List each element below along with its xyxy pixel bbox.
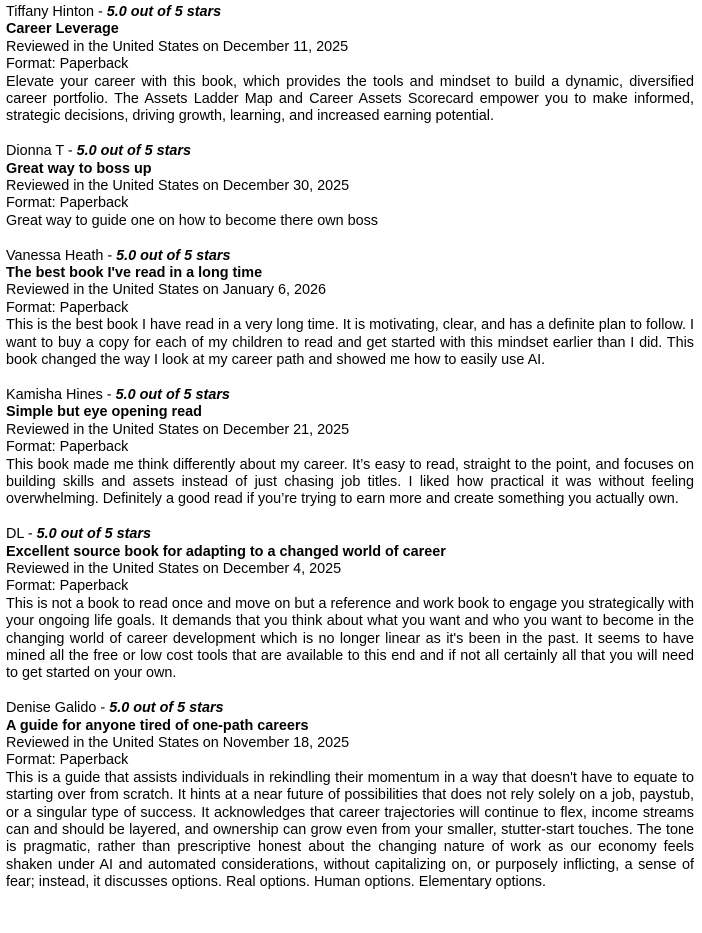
review-date: Reviewed in the United States on December 11, 2025: [6, 38, 349, 55]
review-title: The best book I've read in a long time: [6, 265, 263, 282]
review-header: Denise Galido - 5.0 out of 5 stars: [6, 700, 224, 717]
review-rating: 5.0 out of 5 stars: [106, 4, 222, 20]
review-header: DL - 5.0 out of 5 stars: [6, 526, 152, 543]
review-title: A guide for anyone tired of one-path careers: [6, 717, 309, 734]
review-rating: 5.0 out of 5 stars: [116, 247, 231, 264]
review-rating: 5.0 out of 5 stars: [115, 386, 230, 403]
review-title: Excellent source book for adapting to a changed world of career: [6, 543, 446, 560]
review-author: Tiffany Hinton: [6, 4, 94, 20]
review-item: [6, 526, 694, 683]
review-date: Reviewed in the United States on December 21, 2025: [6, 421, 350, 438]
review-item: [6, 248, 694, 370]
review-header: Tiffany Hinton - 5.0 out of 5 stars: [6, 4, 222, 20]
review-title: Great way to boss up: [6, 160, 152, 177]
review-format: Format: Paperback: [6, 752, 129, 769]
review-format: Format: Paperback: [6, 56, 129, 73]
review-item: [6, 387, 694, 509]
review-header: Kamisha Hines - 5.0 out of 5 stars: [6, 386, 230, 403]
review-date: Reviewed in the United States on November 18, 2025: [6, 734, 350, 751]
review-body: This is the best book I have read in a very long time. It is motivating, clear, and has a definite plan to follow. I want to buy a copy for each of my children to read and get started with this mindset earlier than I did. This book changed the way I look at my career path and showed me how to easily use AI.: [6, 317, 694, 369]
review-body: Great way to guide one on how to become there own boss: [6, 212, 378, 229]
review-rating: 5.0 out of 5 stars: [76, 143, 192, 160]
review-body: This is a guide that assists individuals in rekindling their momentum in a way that doesn't have to equate to starting over from scratch. It hints at a near future of possibilities that does not rely solely on a job, paystub, or a singular type of success. It acknowledges that career trajectories will continue to flex, income streams can and should be layered, and ownership can grow even from your smaller, stutter-start touches. The tone is pragmatic, rather than prescriptive honest about the changing nature of work as our economy feels shaken under AI and automated considerations, without capitalizing on, or purposely inflicting, a sense of fear; instead, it discusses options. Real options. Human options. Elementary options.: [6, 769, 694, 891]
review-author: Kamisha Hines: [6, 386, 103, 403]
review-author: Vanessa Heath: [6, 247, 104, 264]
review-date: Reviewed in the United States on December 30, 2025: [6, 178, 350, 195]
review-body: This book made me think differently about my career. It’s easy to read, straight to the point, and focuses on building skills and assets instead of just chasing job titles. I liked how practical it was without feeling overwhelming. Definitely a good read if you’re trying to earn more and create something you actually own.: [6, 456, 694, 508]
review-body: This is not a book to read once and move on but a reference and work book to engage you strategically with your ongoing life goals. It demands that you think about what you want and who you want to become in the changing world of career development which is no longer linear as it's been in the past. It seems to have mined all the free or low cost tools that are available to this end and if not all certainly all that you will need to get started on your own.: [6, 595, 694, 682]
review-format: Format: Paperback: [6, 299, 129, 316]
review-format: Format: Paperback: [6, 578, 129, 595]
review-format: Format: Paperback: [6, 195, 129, 212]
review-format: Format: Paperback: [6, 439, 129, 456]
review-body: Elevate your career with this book, which provides the tools and mindset to build a dynamic, diversified career portfolio. The Assets Ladder Map and Career Assets Scorecard empower you to make informed, strategic decisions, driving growth, learning, and increased earning potential.: [6, 73, 694, 125]
review-date: Reviewed in the United States on January 6, 2026: [6, 282, 326, 299]
review-title: Simple but eye opening read: [6, 404, 202, 421]
review-rating: 5.0 out of 5 stars: [109, 700, 224, 717]
review-author: DL: [6, 526, 24, 543]
review-item: [6, 700, 694, 891]
review-author: Denise Galido: [6, 700, 97, 717]
review-item: [6, 143, 694, 230]
review-author: Dionna T: [6, 143, 64, 160]
review-date: Reviewed in the United States on December 4, 2025: [6, 560, 342, 577]
review-item: [6, 4, 694, 126]
review-header: Vanessa Heath - 5.0 out of 5 stars: [6, 247, 231, 264]
review-rating: 5.0 out of 5 stars: [36, 526, 152, 543]
review-header: Dionna T - 5.0 out of 5 stars: [6, 143, 192, 160]
review-title: Career Leverage: [6, 21, 119, 38]
